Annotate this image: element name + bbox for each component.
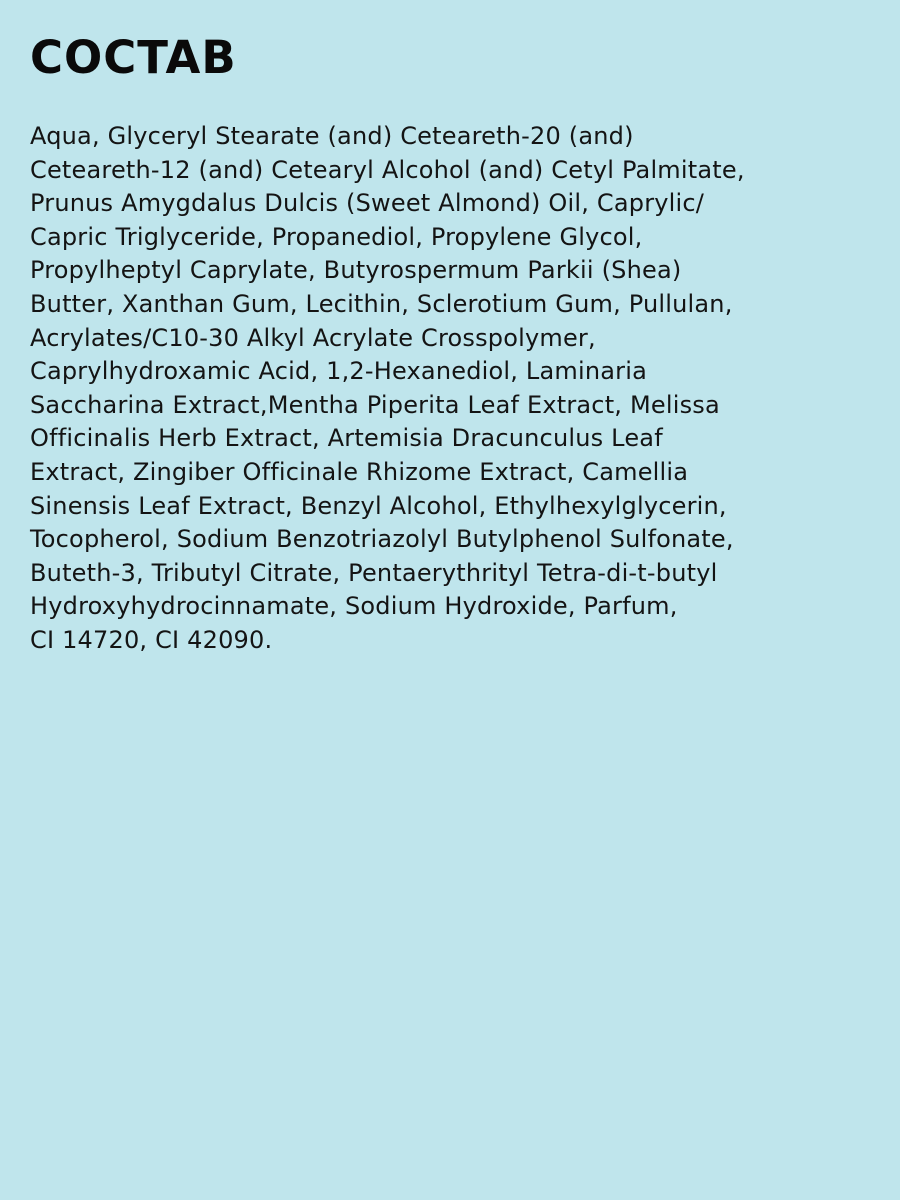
ingredients-line: Caprylhydroxamic Acid, 1,2-Hexanediol, Laminaria bbox=[30, 357, 648, 386]
ingredients-line: Capric Triglyceride, Propanediol, Propylene Glycol, bbox=[30, 222, 643, 251]
ingredients-list bbox=[30, 120, 870, 658]
ingredients-line: Acrylates/C10-30 Alkyl Acrylate Crosspolymer, bbox=[30, 323, 596, 352]
ingredients-line: Extract, Zingiber Officinale Rhizome Extract, Camellia bbox=[30, 457, 689, 486]
ingredients-line: Officinalis Herb Extract, Artemisia Dracunculus Leaf bbox=[30, 424, 663, 453]
ingredients-line: Ceteareth-12 (and) Cetearyl Alcohol (and) Cetyl Palmitate, bbox=[30, 155, 745, 184]
ingredients-line: Saccharina Extract,Mentha Piperita Leaf Extract, Melissa bbox=[30, 390, 720, 419]
ingredients-line: Aqua, Glyceryl Stearate (and) Ceteareth-20 (and) bbox=[30, 122, 634, 150]
ingredients-line: Sinensis Leaf Extract, Benzyl Alcohol, Ethylhexylglycerin, bbox=[30, 491, 727, 520]
ingredients-line: Hydroxyhydrocinnamate, Sodium Hydroxide, Parfum, bbox=[30, 592, 678, 621]
ingredients-line: Butter, Xanthan Gum, Lecithin, Sclerotium Gum, Pullulan, bbox=[30, 289, 733, 318]
ingredients-line: CI 14720, CI 42090. bbox=[30, 625, 273, 654]
ingredients-line: Prunus Amygdalus Dulcis (Sweet Almond) Oil, Caprylic/ bbox=[30, 189, 705, 218]
ingredients-line: Tocopherol, Sodium Benzotriazolyl Butylphenol Sulfonate, bbox=[30, 525, 734, 554]
ingredients-line: Buteth-3, Tributyl Citrate, Pentaerythrityl Tetra-di-t-butyl bbox=[30, 558, 718, 587]
page-title: COCTAB bbox=[30, 31, 237, 84]
ingredients-line: Propylheptyl Caprylate, Butyrospermum Parkii (Shea) bbox=[30, 256, 682, 285]
